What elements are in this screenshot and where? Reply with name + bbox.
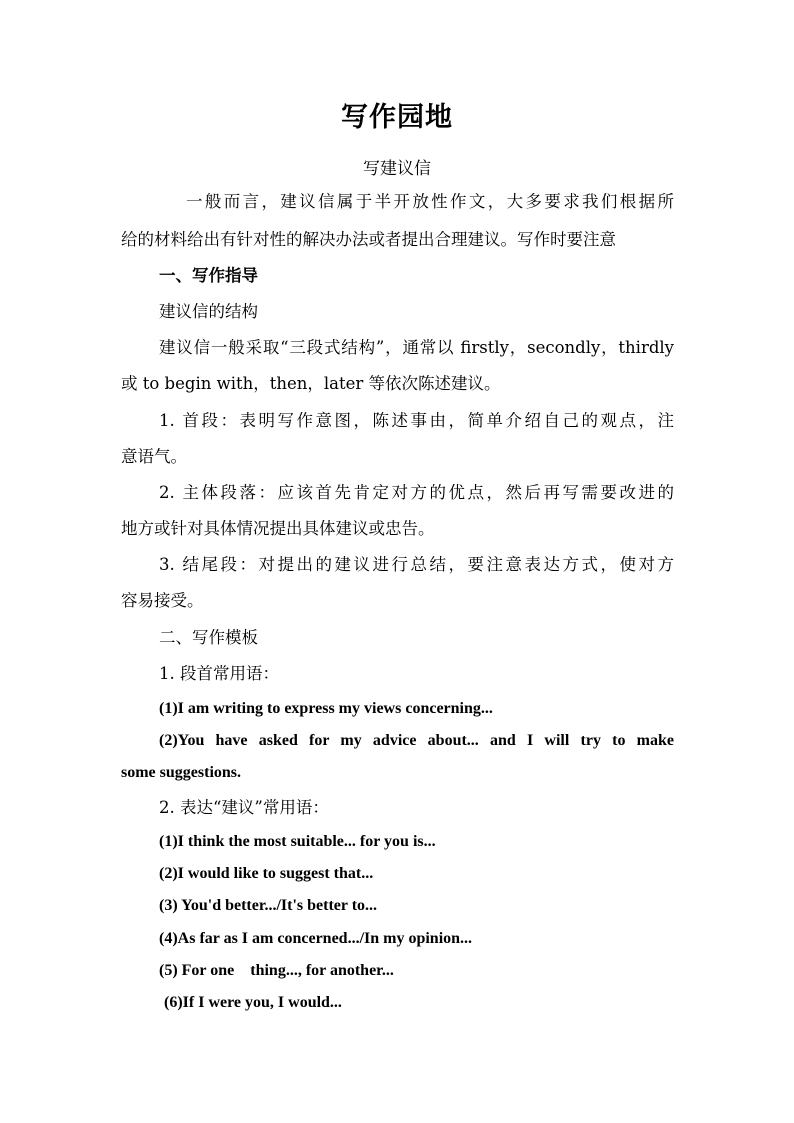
item-3-line-1: 3. 结尾段：对提出的建议进行总结，要注意表达方式，使对方 <box>159 555 674 574</box>
section2-heading: 二、写作模板 <box>159 628 258 647</box>
opening-phrase-1: (1)I am writing to express my views concerning... <box>159 700 493 717</box>
sub1-label: 1. 段首常用语： <box>159 664 279 683</box>
suggestion-phrase-2: (2)I would like to suggest that... <box>159 865 374 882</box>
sub2-label: 2. 表达“建议”常用语： <box>159 798 329 817</box>
opening-phrase-2-line-1: (2)You have asked for my advice about... and I will try to make <box>159 732 674 749</box>
opening-phrase-2-line-2: some suggestions. <box>121 764 242 781</box>
item-2-line-1: 2. 主体段落：应该首先肯定对方的优点，然后再写需要改进的 <box>159 483 674 502</box>
structure-para-line-2: 或 to begin with，then，later 等依次陈述建议。 <box>121 374 501 393</box>
suggestion-phrase-3: (3) You'd better.../It's better to... <box>159 897 378 914</box>
suggestion-phrase-6: (6)If I were you, I would... <box>164 994 342 1011</box>
intro-line-1: 一般而言，建议信属于半开放性作文，大多要求我们根据所 <box>186 192 674 211</box>
item-2-line-2: 地方或针对具体情况提出具体建议或忠告。 <box>121 519 435 538</box>
item-3-line-2: 容易接受。 <box>121 591 204 610</box>
page-title: 写作园地 <box>341 102 453 133</box>
suggestion-phrase-5: (5) For one thing..., for another... <box>159 962 394 979</box>
structure-para-line-1: 建议信一般采取“三段式结构”，通常以 firstly，secondly，thirdly <box>159 338 674 357</box>
page-subtitle: 写建议信 <box>363 159 431 179</box>
item-1-line-1: 1. 首段：表明写作意图，陈述事由，简单介绍自己的观点，注 <box>159 411 674 430</box>
section1-heading: 一、写作指导 <box>159 266 258 285</box>
suggestion-phrase-4: (4)As far as I am concerned.../In my opinion... <box>159 930 473 947</box>
intro-line-2: 给的材料给出有针对性的解决办法或者提出合理建议。写作时要注意 <box>121 230 616 249</box>
section1-subheading: 建议信的结构 <box>159 302 258 321</box>
item-1-line-2: 意语气。 <box>121 447 187 466</box>
suggestion-phrase-1: (1)I think the most suitable... for you is... <box>159 833 436 850</box>
